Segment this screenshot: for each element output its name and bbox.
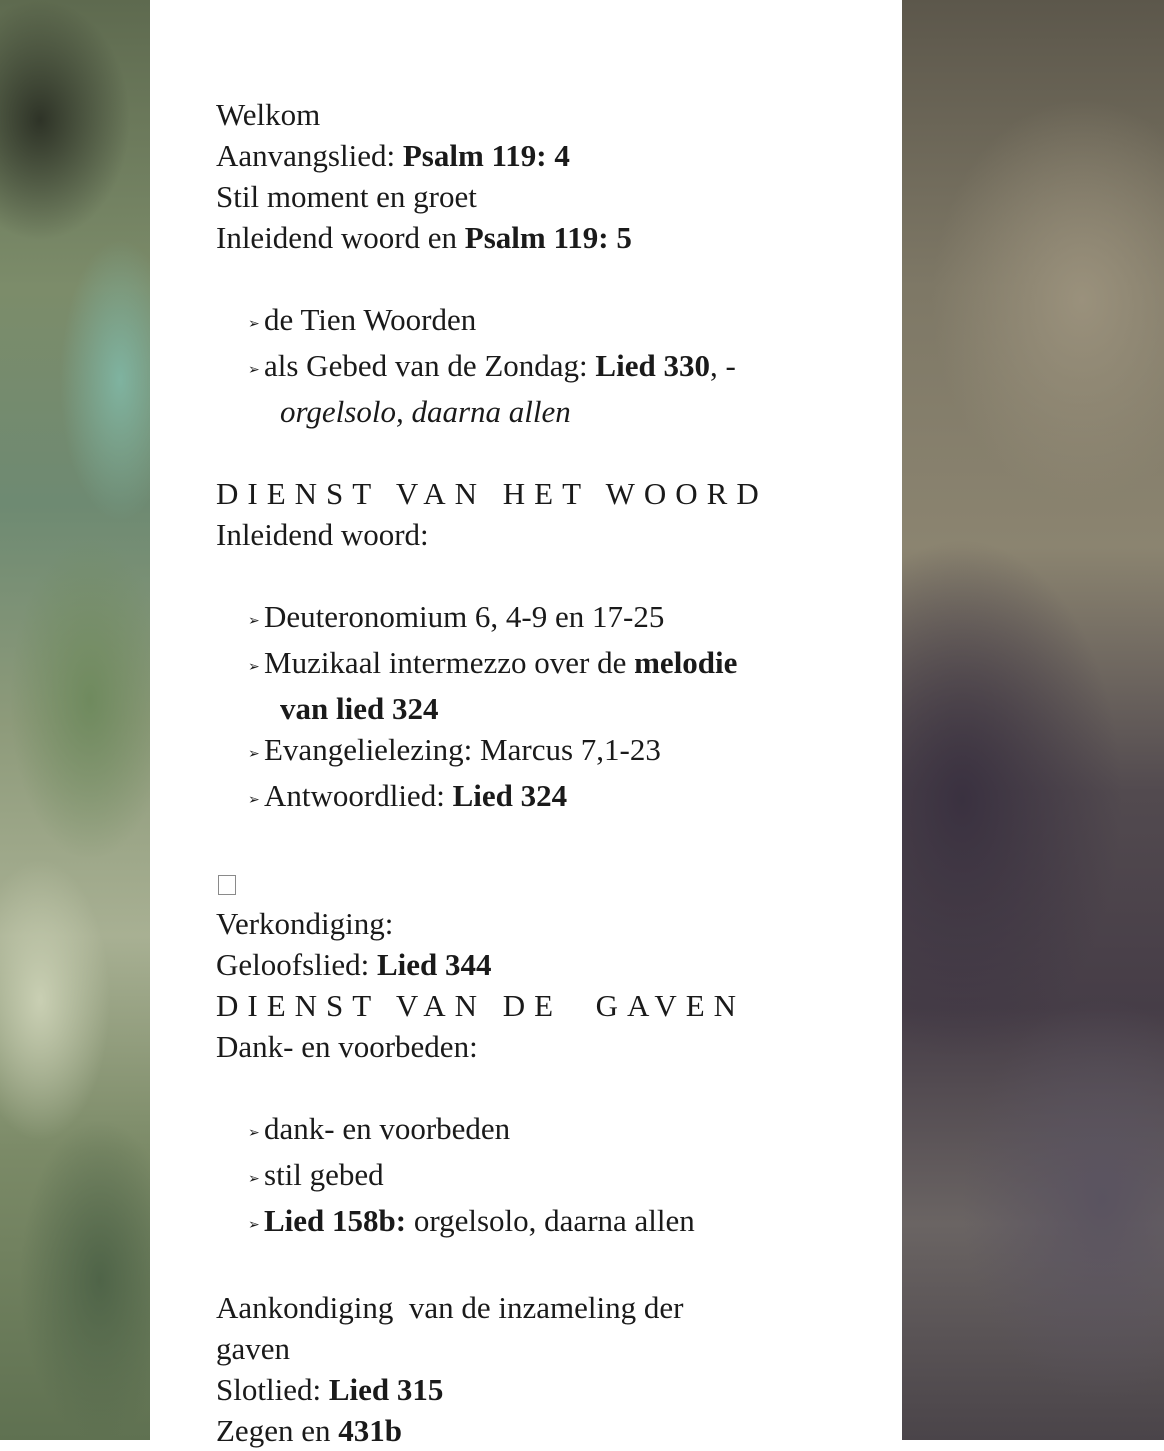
list-item-continuation: orgelsolo, daarna allen	[280, 394, 571, 429]
list-item-bold: Lied 158b:	[264, 1203, 407, 1238]
list-item-text: Muzikaal intermezzo over de	[264, 645, 635, 680]
creed-song-value: Lied 344	[377, 947, 492, 982]
arrow-bullet-icon: ➢	[248, 613, 260, 629]
list-item-continuation	[216, 688, 896, 729]
list-item	[216, 1154, 896, 1200]
arrow-bullet-icon: ➢	[248, 362, 260, 378]
list-item-text: stil gebed	[264, 1157, 384, 1192]
left-background-image	[0, 0, 150, 1440]
closing-song-label: Slotlied:	[216, 1372, 329, 1407]
list-item	[216, 642, 896, 688]
list-item	[216, 1108, 896, 1154]
section-heading-word: DIENST VAN HET WOORD	[216, 476, 768, 511]
list-item-text: als Gebed van de Zondag:	[264, 348, 596, 383]
arrow-bullet-icon: ➢	[248, 746, 260, 762]
arrow-bullet-icon: ➢	[248, 1125, 260, 1141]
order-of-service	[216, 94, 896, 1451]
right-background-image	[902, 0, 1164, 1440]
list-item-bold: Lied 330	[595, 348, 710, 383]
list-item-text: Deuteronomium 6, 4-9 en 17-25	[264, 599, 665, 634]
arrow-bullet-icon: ➢	[248, 792, 260, 808]
missing-glyph-square-icon	[218, 875, 236, 895]
creed-song-label: Geloofslied:	[216, 947, 377, 982]
closing-song-value: Lied 315	[328, 1372, 444, 1407]
opening-song-value: Psalm 119: 4	[402, 138, 570, 173]
list-item	[216, 729, 896, 775]
announcement-line-2: gaven	[216, 1331, 291, 1366]
arrow-bullet-icon: ➢	[248, 1217, 260, 1233]
list-item	[216, 345, 896, 391]
intro-word-psalm: Psalm 119: 5	[464, 220, 632, 255]
list-item	[216, 1200, 896, 1246]
list-item	[216, 596, 896, 642]
placeholder-square-line	[216, 862, 896, 903]
list-item-text: Antwoordlied:	[264, 778, 453, 813]
blessing-line	[216, 1410, 896, 1451]
section-heading-gifts: DIENST VAN DE GAVEN	[216, 988, 746, 1023]
intro-word-line	[216, 217, 896, 258]
silent-moment-line: Stil moment en groet	[216, 179, 477, 214]
prayers-line: Dank- en voorbeden:	[216, 1029, 478, 1064]
opening-song-line	[216, 135, 896, 176]
list-item-text: Evangelielezing: Marcus 7,1-23	[264, 732, 661, 767]
opening-song-label: Aanvangslied:	[216, 138, 403, 173]
list-item	[216, 775, 896, 821]
list-item-text: de Tien Woorden	[264, 302, 477, 337]
list-item	[216, 299, 896, 345]
proclamation-line: Verkondiging:	[216, 906, 394, 941]
intro-word-label: Inleidend woord en	[216, 220, 465, 255]
arrow-bullet-icon: ➢	[248, 659, 260, 675]
arrow-bullet-icon: ➢	[248, 1171, 260, 1187]
creed-song-line	[216, 944, 896, 985]
list-item-text: orgelsolo, daarna allen	[406, 1203, 695, 1238]
welcome-line: Welkom	[216, 97, 321, 132]
intro-word-2-line: Inleidend woord:	[216, 517, 429, 552]
list-item-bold: Lied 324	[452, 778, 568, 813]
blessing-label: Zegen en	[216, 1413, 339, 1448]
list-item-bold: melodie	[634, 645, 738, 680]
list-item-bold: van lied 324	[280, 691, 439, 726]
arrow-bullet-icon: ➢	[248, 316, 260, 332]
announcement-line: Aankondiging van de inzameling der	[216, 1290, 684, 1325]
list-item-text: , -	[709, 348, 736, 383]
blessing-value: 431b	[338, 1413, 402, 1448]
list-item-text: dank- en voorbeden	[264, 1111, 511, 1146]
closing-song-line	[216, 1369, 896, 1410]
